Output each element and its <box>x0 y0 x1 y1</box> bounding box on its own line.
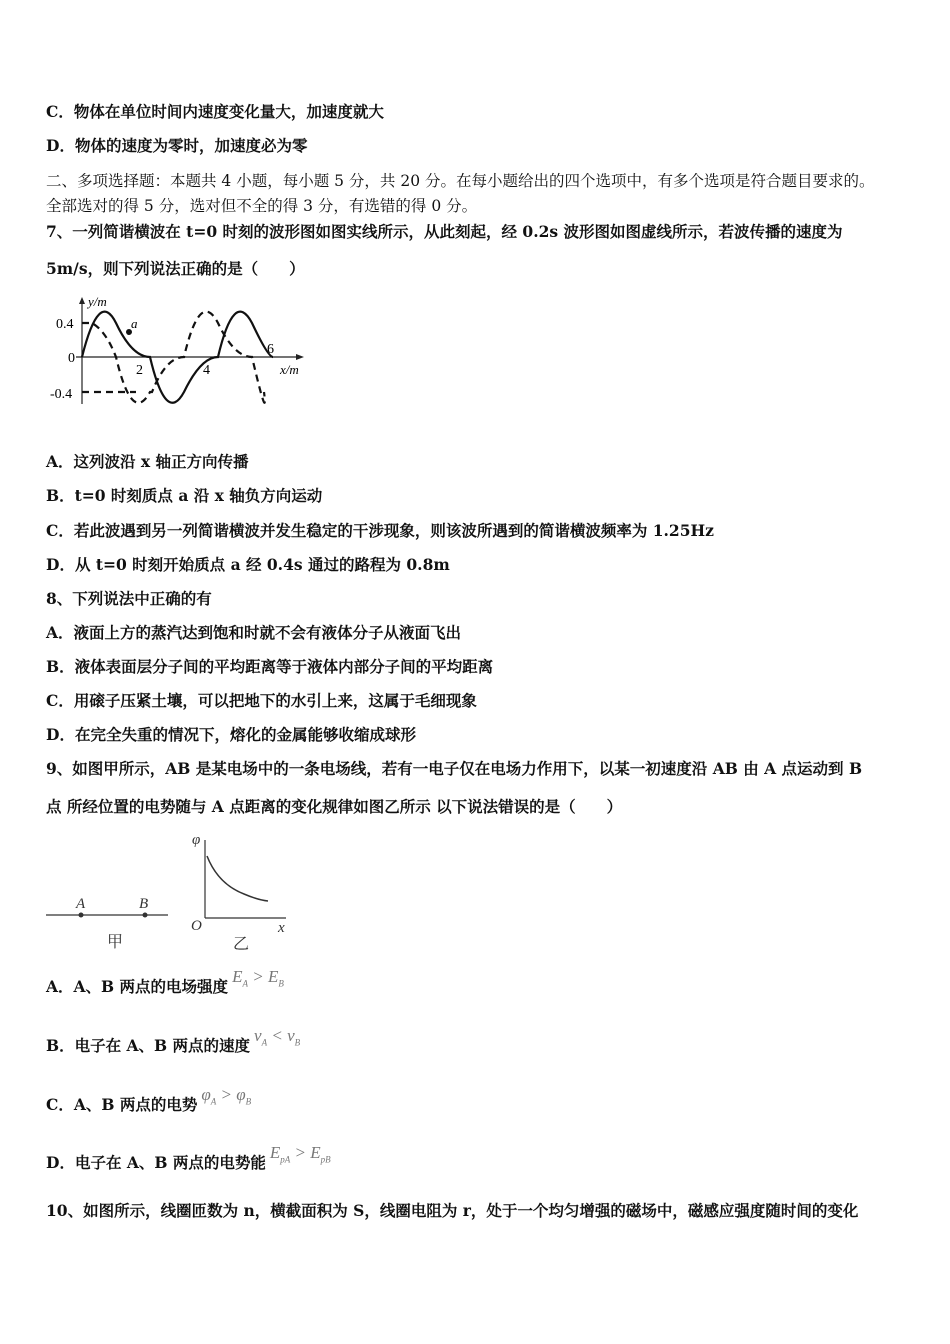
tick-0-4: 0.4 <box>56 317 74 332</box>
q7-stem-line2: 5m/s，则下列说法正确的是（ ） <box>46 259 305 278</box>
origin-label: O <box>191 918 202 934</box>
q7-option-b: B．t=0 时刻质点 a 沿 x 轴负方向运动 <box>46 486 323 505</box>
q9c-formula: $\varphi_A > \varphi_B$ <box>201 1085 252 1107</box>
q6-option-c: C．物体在单位时间内速度变化量大，加速度就大 <box>46 102 384 121</box>
point-A <box>79 913 84 918</box>
q8-option-c: C．用磙子压紧土壤，可以把地下的水引上来，这属于毛细现象 <box>46 691 477 710</box>
section-2-heading-line2: 全部选对的得 5 分，选对但不全的得 3 分，有选错的得 0 分。 <box>46 197 478 215</box>
phi-axis-label: φ <box>192 832 201 848</box>
x-axis-label: x/m <box>280 362 299 377</box>
q7-option-c: C．若此波遇到另一列简谐横波并发生稳定的干涉现象，则该波所遇到的简谐横波频率为 1.25Hz <box>46 521 714 540</box>
q9d-formula: $E_{pA} > E_{pB}$ <box>269 1143 331 1165</box>
q8-option-a: A．液面上方的蒸汽达到饱和时就不会有液体分子从液面飞出 <box>46 623 462 642</box>
q9-option-b: B．电子在 A、B 两点的速度$v_A < v_B$ <box>46 1026 301 1055</box>
point-a-label: a <box>131 316 138 331</box>
wave-figure <box>46 294 316 414</box>
tick-x-2: 2 <box>136 363 143 378</box>
q10-stem: 10、如图所示，线圈匝数为 n，横截面积为 S，线圈电阻为 r，处于一个均匀增强的磁场中，磁感应强度随时间的变化 <box>46 1201 859 1220</box>
y-axis-label: y/m <box>88 294 107 309</box>
q8-option-d: D．在完全失重的情况下，熔化的金属能够收缩成球形 <box>46 725 416 744</box>
q8-stem: 8、下列说法中正确的有 <box>46 589 212 608</box>
label-B: B <box>139 896 149 912</box>
section-2-heading-line1: 二、多项选择题：本题共 4 小题，每小题 5 分，共 20 分。在每小题给出的四个选项中，有多个选项是符合题目要求的。 <box>46 172 875 190</box>
field-figure <box>46 826 296 956</box>
q9-option-a: A．A、B 两点的电场强度$E_A > E_B$ <box>46 967 284 996</box>
caption-yi: 乙 <box>233 936 250 953</box>
caption-jia: 甲 <box>107 934 124 951</box>
q9-option-d: D．电子在 A、B 两点的电势能$E_{pA} > E_{pB}$ <box>46 1143 331 1172</box>
q7-option-d: D．从 t=0 时刻开始质点 a 经 0.4s 通过的路程为 0.8m <box>46 555 450 574</box>
q7-option-a: A．这列波沿 x 轴正方向传播 <box>46 452 249 471</box>
tick-x-4: 4 <box>203 363 210 378</box>
q9b-formula: $v_A < v_B$ <box>254 1026 301 1048</box>
q7-stem-line1: 7、一列简谐横波在 t=0 时刻的波形图如图实线所示，从此刻起，经 0.2s 波形图如图虚线所示，若波传播的速度为 <box>46 222 843 241</box>
q9-option-c: C．A、B 两点的电势$\varphi_A > \varphi_B$ <box>46 1085 252 1114</box>
tick-x-6: 6 <box>267 342 274 357</box>
q9-stem-line1: 9、如图甲所示，AB 是某电场中的一条电场线，若有一电子仅在电场力作用下，以某一初速度沿 AB 由 A 点运动到 B <box>46 759 863 778</box>
q9-stem-line2: 点 所经位置的电势随与 A 点距离的变化规律如图乙所示 以下说法错误的是（ ） <box>46 797 623 816</box>
q8-option-b: B．液体表面层分子间的平均距离等于液体内部分子间的平均距离 <box>46 657 494 676</box>
point-B <box>143 913 148 918</box>
tick-0: 0 <box>68 351 75 366</box>
q6-option-d: D．物体的速度为零时，加速度必为零 <box>46 136 308 155</box>
potential-curve <box>207 856 268 901</box>
label-A: A <box>76 896 86 912</box>
x-axis-label-2: x <box>278 920 285 936</box>
tick-minus-0-4: -0.4 <box>50 387 73 402</box>
q9a-formula: $E_A > E_B$ <box>232 967 284 989</box>
